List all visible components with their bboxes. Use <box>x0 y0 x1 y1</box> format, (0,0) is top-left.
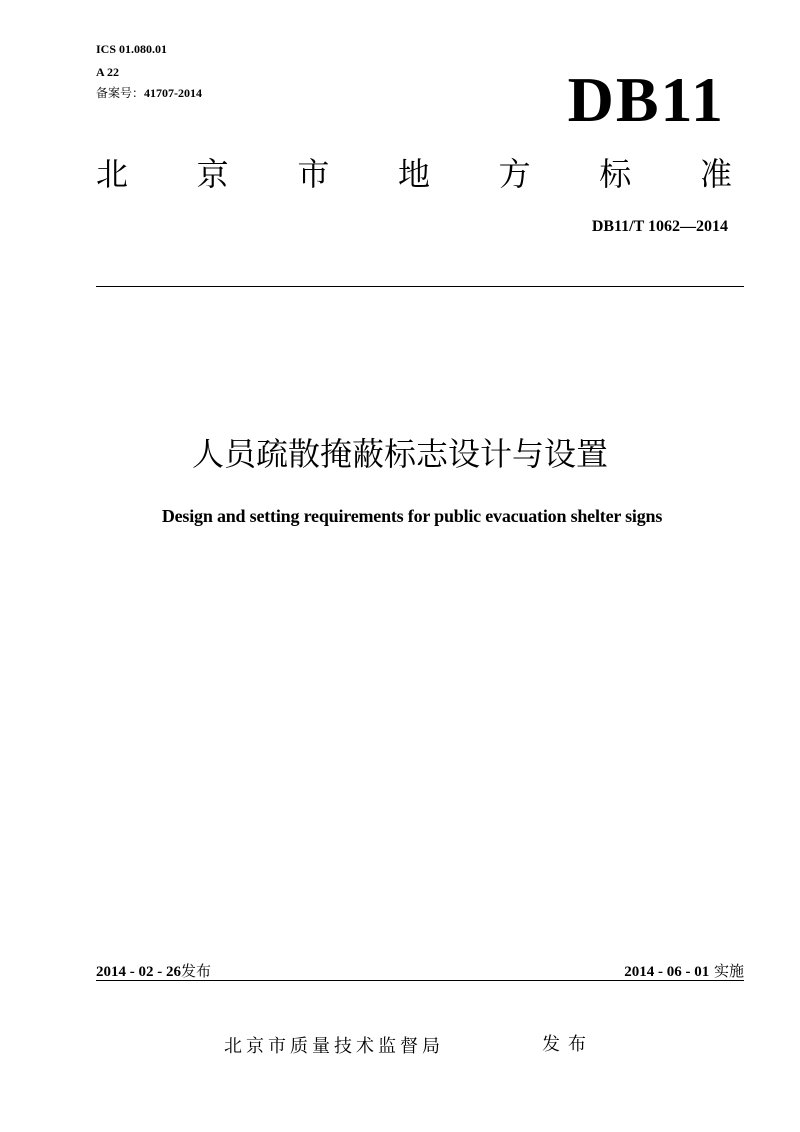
standard-type-char: 京 <box>196 155 229 193</box>
record-number: 41707-2014 <box>144 86 203 100</box>
standard-type <box>96 154 732 194</box>
record-number-label: 备案号： <box>96 86 145 100</box>
issuing-authority: 北京市质量技术监督局 <box>224 1036 444 1057</box>
standard-type-char: 北 <box>96 155 129 193</box>
standard-type-char: 地 <box>397 155 430 193</box>
standard-type-char: 方 <box>498 155 531 193</box>
standard-type-char: 市 <box>297 155 330 193</box>
effective-label: 实施 <box>713 962 744 980</box>
document-title-english: Design and setting requirements for public evacuation shelter signs <box>161 506 663 526</box>
standard-type-char: 标 <box>599 155 632 193</box>
bottom-divider <box>96 980 744 981</box>
standard-type-char: 准 <box>699 155 732 193</box>
standard-code-big: DB11 <box>567 64 725 135</box>
issue-date: 2014 - 02 - 26 <box>96 964 181 980</box>
effective-date-line <box>540 960 744 981</box>
document-title-chinese: 人员疏散掩蔽标志设计与设置 <box>191 435 608 473</box>
issue-date-line <box>96 960 211 981</box>
issue-label: 发布 <box>181 962 212 980</box>
effective-date: 2014 - 06 - 01 <box>624 964 710 980</box>
record-number-line <box>96 86 202 100</box>
standard-number: DB11/T 1062—2014 <box>591 218 728 235</box>
classification-code: A 22 <box>96 65 120 79</box>
ics-code: ICS 01.080.01 <box>96 42 168 56</box>
issuer-action: 发布 <box>542 1034 594 1055</box>
top-divider <box>96 286 744 287</box>
